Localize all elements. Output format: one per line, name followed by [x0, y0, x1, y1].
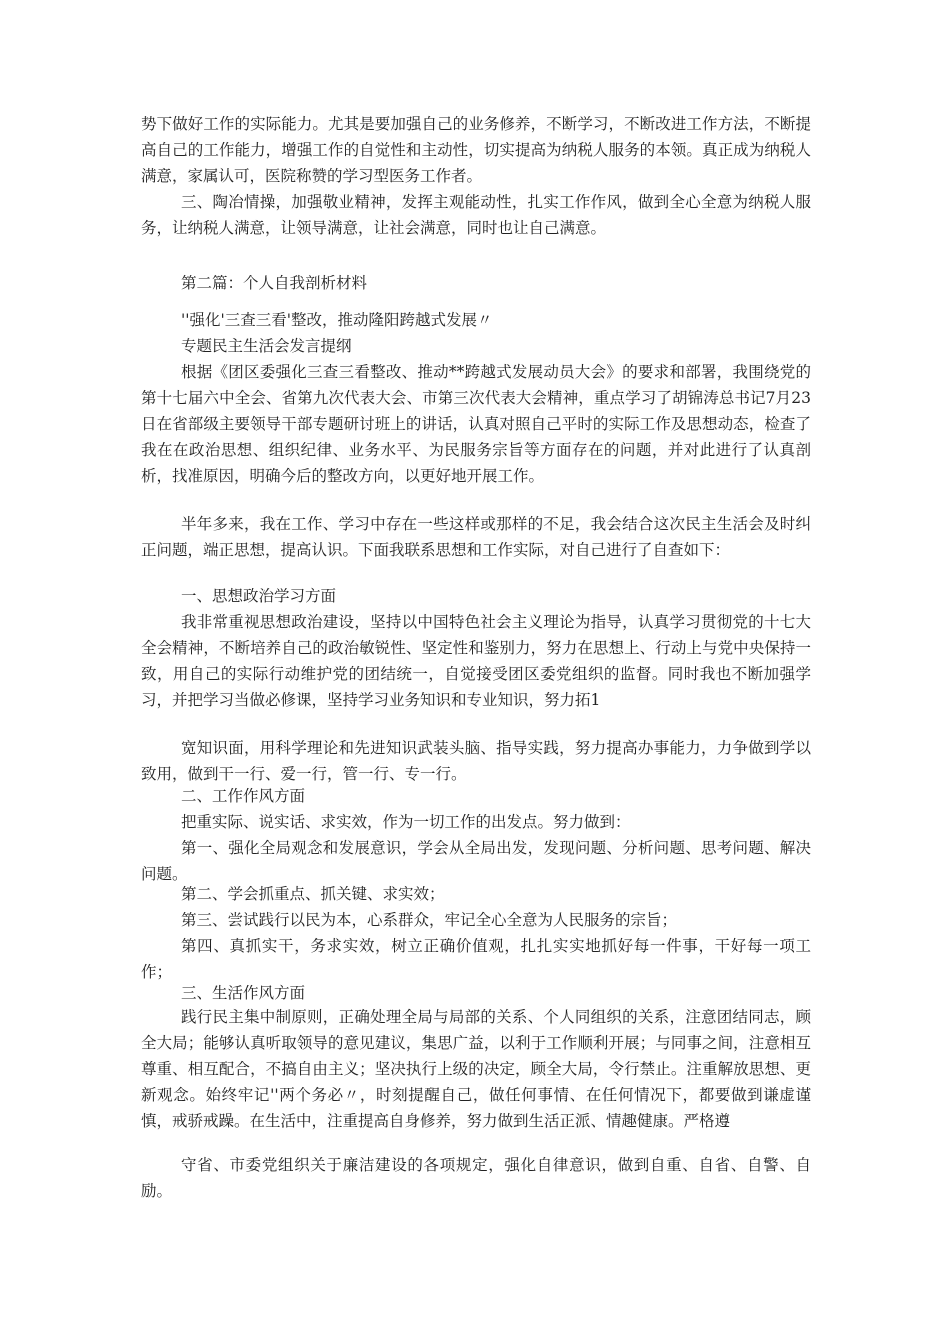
paragraph-political-study: 我非常重视思想政治建设，坚持以中国特色社会主义理论为指导，认真学习贯彻党的十七大全会精神，不断培养自己的政治敏锐性、坚定性和鉴别力，努力在思想上、行动上与党中央保持一致，用自己的实际行动维护党的团结统一，自觉接受团区委党组织的监督。同时我也不断加强学习，并把学习当做必修课，坚持学习业务知识和专业知识，努力拓1	[141, 613, 811, 709]
paragraph-work-principle: 把重实际、说实话、求实效，作为一切工作的出发点。努力做到：	[181, 813, 631, 831]
paragraph-knowledge: 宽知识面，用科学理论和先进知识武装头脑、指导实践，努力提高办事能力，力争做到学以致用，做到干一行、爱一行，管一行、专一行。	[141, 739, 811, 783]
document-subtitle: 专题民主生活会发言提纲	[181, 337, 352, 355]
heading-life-style: 三、生活作风方面	[181, 984, 306, 1002]
paragraph-self-check: 半年多来，我在工作、学习中存在一些这样或那样的不足，我会结合这次民主生活会及时纠正问题，端正思想，提高认识。下面我联系思想和工作实际，对自己进行了自查如下：	[141, 515, 811, 559]
section-heading: 第二篇：个人自我剖析材料	[181, 274, 368, 292]
paragraph-item-first: 第一、强化全局观念和发展意识，学会从全局出发，发现问题、分析问题、思考问题、解决问题。	[141, 839, 811, 883]
heading-political-study: 一、思想政治学习方面	[181, 587, 337, 605]
heading-work-style: 二、工作作风方面	[181, 787, 306, 805]
paragraph-item-fourth: 第四、真抓实干，务求实效，树立正确价值观，扎扎实实地抓好每一件事，干好每一项工作；	[141, 937, 811, 981]
document-title: ''强化'三查三看'整改，推动隆阳跨越式发展〃	[181, 311, 493, 329]
paragraph-continuation: 势下做好工作的实际能力。尤其是要加强自己的业务修养，不断学习，不断改进工作方法，不断提高自己的工作能力，增强工作的自觉性和主动性，切实提高为纳税人服务的本领。真正成为纳税人满意，家属认可，医院称赞的学习型医务工作者。	[141, 115, 811, 185]
paragraph-item-second: 第二、学会抓重点、抓关键、求实效；	[181, 885, 445, 903]
paragraph-point-three: 三、陶冶情操，加强敬业精神，发挥主观能动性，扎实工作作风，做到全心全意为纳税人服务，让纳税人满意，让领导满意，让社会满意，同时也让自己满意。	[141, 193, 811, 237]
paragraph-integrity: 守省、市委党组织关于廉洁建设的各项规定，强化自律意识，做到自重、自省、自警、自励。	[141, 1156, 811, 1200]
paragraph-item-third: 第三、尝试践行以民为本，心系群众，牢记全心全意为人民服务的宗旨；	[181, 911, 678, 929]
paragraph-intro: 根据《团区委强化三查三看整改、推动**跨越式发展动员大会》的要求和部署，我围绕党的第十七届六中全会、省第九次代表大会、市第三次代表大会精神，重点学习了胡锦涛总书记7月23日在省部级主要领导干部专题研讨班上的讲话，认真对照自己平时的实际工作及思想动态，检查了我在在政治思想、组织纪律、业务水平、为民服务宗旨等方面存在的问题，并对此进行了认真剖析，找准原因，明确今后的整改方向，以更好地开展工作。	[141, 363, 811, 485]
paragraph-life-style: 践行民主集中制原则，正确处理全局与局部的关系、个人同组织的关系，注意团结同志，顾全大局；能够认真听取领导的意见建议，集思广益，以利于工作顺利开展；与同事之间，注意相互尊重、相互配合，不搞自由主义；坚决执行上级的决定，顾全大局，令行禁止。注重解放思想、更新观念。始终牢记''两个务必〃，时刻提醒自己，做任何事情、在任何情况下，都要做到谦虚谨慎，戒骄戒躁。在生活中，注重提高自身修养，努力做到生活正派、情趣健康。严格遵	[141, 1008, 811, 1130]
